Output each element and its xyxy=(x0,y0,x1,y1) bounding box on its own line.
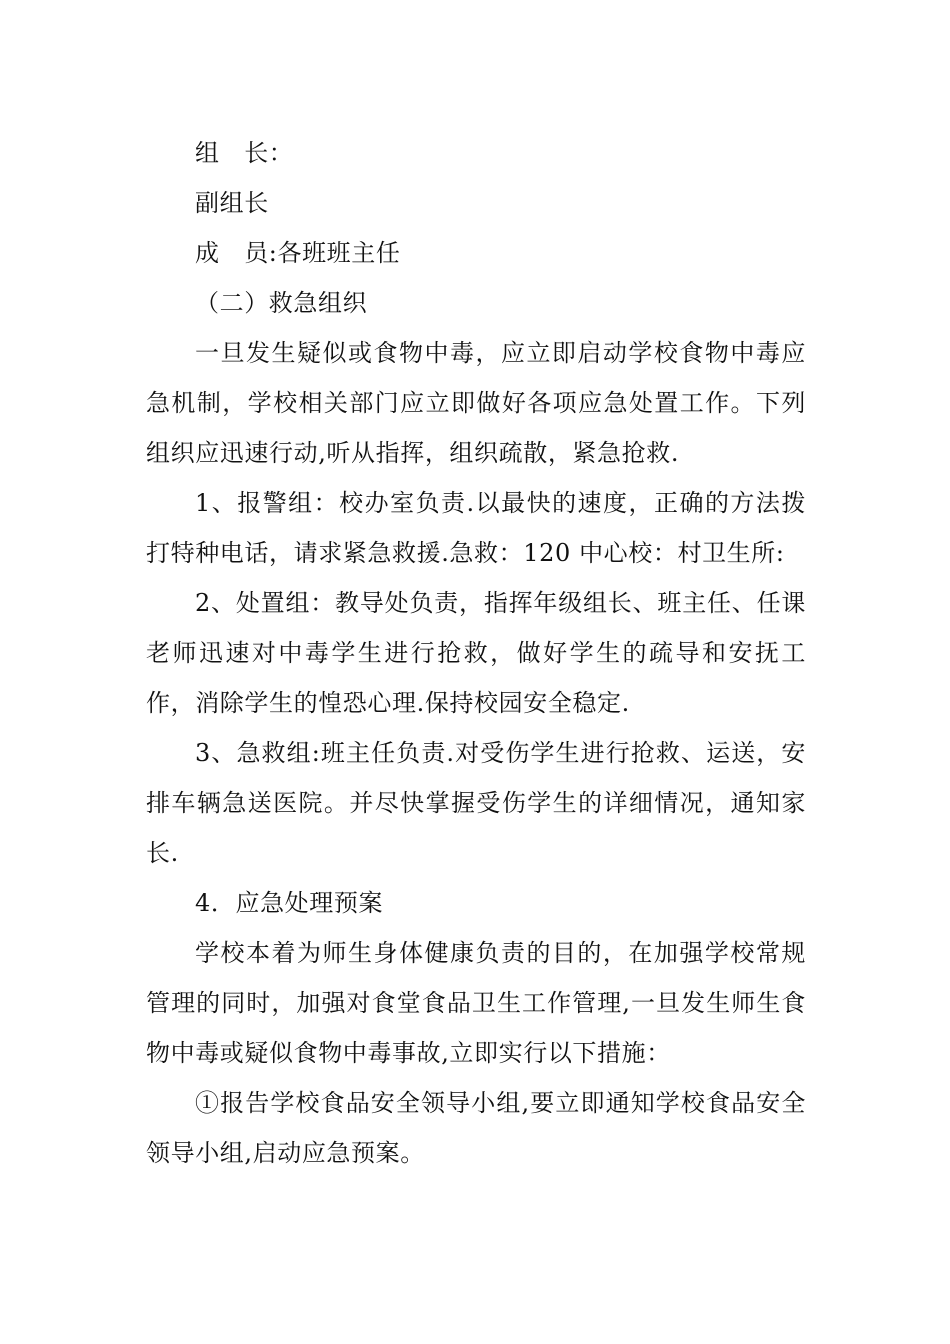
document-body xyxy=(146,128,806,1178)
team-leader-line: 组 长： xyxy=(195,139,294,167)
paragraph-first-aid-group: 3、急救组:班主任负责.对受伤学生进行抢救、运送，安排车辆急送医院。并尽快掌握受伤学生的详细情况，通知家长. xyxy=(146,739,806,867)
section-heading-emergency-plan: 4．应急处理预案 xyxy=(195,889,384,917)
paragraph-school-measures: 学校本着为师生身体健康负责的目的，在加强学校常规管理的同时，加强对食堂食品卫生工作管理,一旦发生师生食物中毒或疑似食物中毒事故,立即实行以下措施： xyxy=(146,939,806,1067)
section-heading-rescue-organization: （二）救急组织 xyxy=(195,289,368,317)
deputy-leader-line: 副组长 xyxy=(195,189,269,217)
paragraph-emergency-mechanism: 一旦发生疑似或食物中毒，应立即启动学校食物中毒应急机制，学校相关部门应立即做好各项应急处置工作。下列组织应迅速行动,听从指挥，组织疏散，紧急抢救. xyxy=(146,339,806,467)
paragraph-report-step: ①报告学校食品安全领导小组,要立即通知学校食品安全领导小组,启动应急预案。 xyxy=(146,1089,806,1167)
paragraph-disposal-group: 2、处置组：教导处负责，指挥年级组长、班主任、任课老师迅速对中毒学生进行抢救，做好学生的疏导和安抚工作，消除学生的惶恐心理.保持校园安全稳定. xyxy=(146,589,806,717)
members-line: 成 员:各班班主任 xyxy=(195,239,401,267)
paragraph-alarm-group: 1、报警组：校办室负责.以最快的速度，正确的方法拨打特种电话，请求紧急救援.急救：120 中心校：村卫生所: xyxy=(146,489,806,567)
